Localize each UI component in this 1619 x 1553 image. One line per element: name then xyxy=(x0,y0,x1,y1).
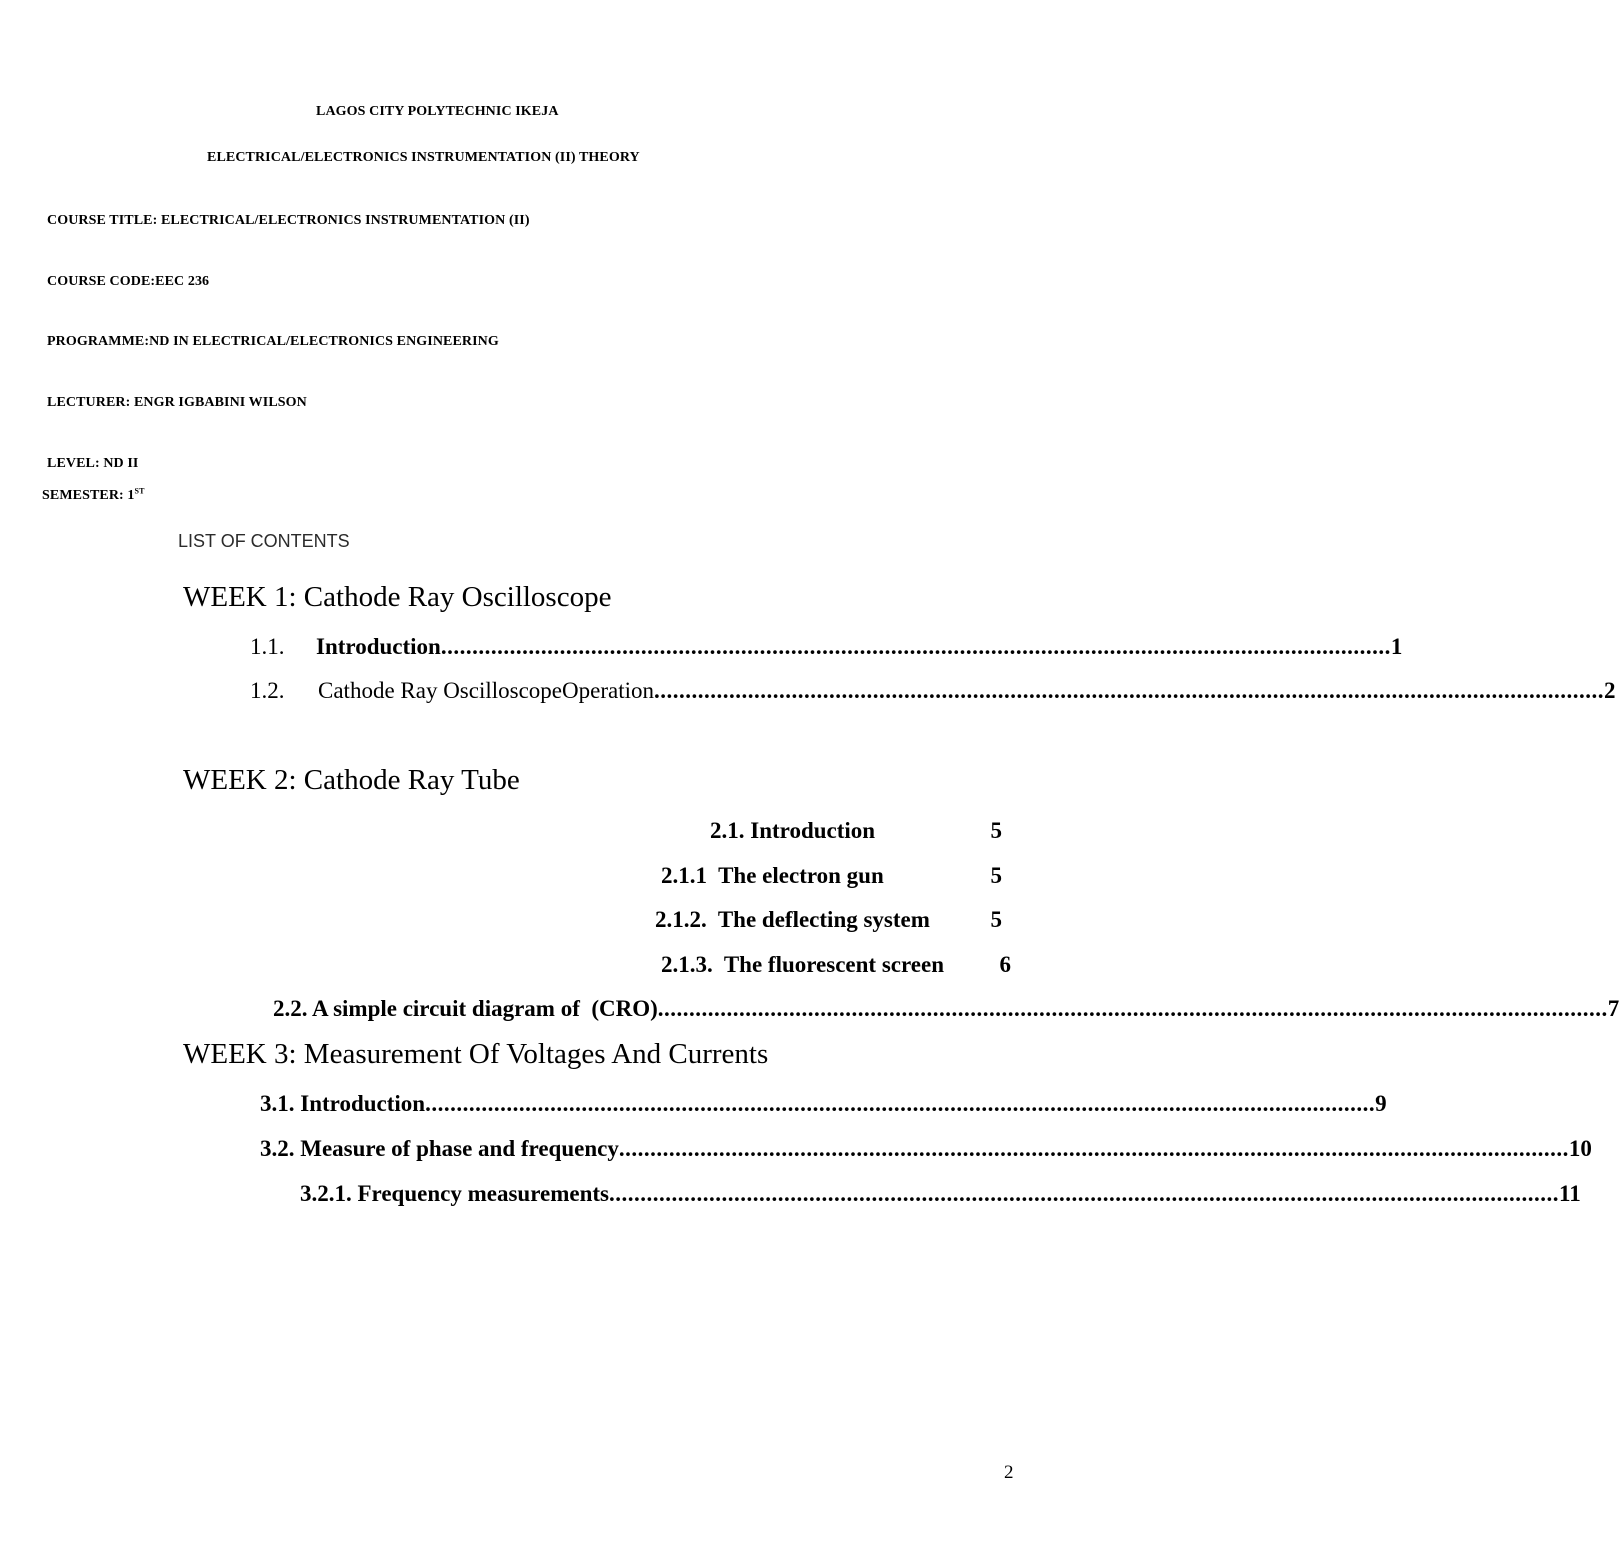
toc-entry-label: Cathode Ray OscilloscopeOperation xyxy=(318,678,654,703)
toc-entry-label: 2.1.1 The electron gun xyxy=(661,863,884,888)
toc-entry-label: Introduction xyxy=(316,634,441,659)
toc-entry[interactable] xyxy=(260,1091,1387,1117)
page-number: 2 xyxy=(1004,1462,1014,1483)
toc-entry[interactable] xyxy=(250,678,1616,704)
toc-entry-label: 2.1. Introduction xyxy=(710,818,876,843)
toc-entry[interactable] xyxy=(710,818,1002,844)
week-1-title: WEEK 1: Cathode Ray Oscilloscope xyxy=(183,581,612,613)
semester xyxy=(42,488,145,504)
course-title: COURSE TITLE: ELECTRICAL/ELECTRONICS INSTRUMENTATION (II) xyxy=(47,213,530,228)
toc-entry-page: 10 xyxy=(1568,1136,1592,1161)
toc-entry[interactable] xyxy=(250,634,1403,660)
toc-entry[interactable] xyxy=(260,1136,1592,1162)
semester-text: SEMESTER: 1 xyxy=(42,488,135,503)
toc-entry[interactable] xyxy=(661,952,1011,978)
dot-leader: ........................................................................................................................................................ xyxy=(653,678,1604,703)
lecturer: LECTURER: ENGR IGBABINI WILSON xyxy=(47,395,307,410)
week-2-title: WEEK 2: Cathode Ray Tube xyxy=(183,764,520,796)
dot-leader: ........................................................................................................................................................ xyxy=(440,634,1391,659)
programme: PROGRAMME:ND IN ELECTRICAL/ELECTRONICS ENGINEERING xyxy=(47,334,499,349)
toc-entry-page: 7 xyxy=(1607,996,1619,1021)
toc-entry-label: 3.1. Introduction xyxy=(260,1091,426,1116)
toc-entry-label: 2.1.2. The deflecting system xyxy=(655,907,930,932)
toc-entry[interactable] xyxy=(661,863,1002,889)
institution-name: LAGOS CITY POLYTECHNIC IKEJA xyxy=(316,104,559,119)
toc-entry[interactable] xyxy=(300,1181,1581,1207)
toc-entry-label: 3.2.1. Frequency measurements xyxy=(300,1181,609,1206)
dot-leader: ........................................................................................................................................................ xyxy=(657,996,1608,1021)
week-3-title: WEEK 3: Measurement Of Voltages And Currents xyxy=(183,1038,769,1070)
dot-leader: ........................................................................................................................................................ xyxy=(618,1136,1569,1161)
toc-entry-page: 11 xyxy=(1558,1181,1581,1206)
toc-entry-page: 6 xyxy=(999,952,1011,977)
toc-entry-number: 1.1. xyxy=(250,634,285,659)
dot-leader: ........................................................................................................................................................ xyxy=(425,1091,1376,1116)
dot-leader: ........................................................................................................................................................ xyxy=(608,1181,1559,1206)
toc-entry-page: 1 xyxy=(1390,634,1403,659)
toc-entry-number: 1.2. xyxy=(250,678,285,703)
toc-heading: LIST OF CONTENTS xyxy=(178,531,350,551)
toc-entry-label: 2.1.3. The fluorescent screen xyxy=(661,952,944,977)
toc-entry-page: 9 xyxy=(1375,1091,1387,1116)
toc-entry-page: 2 xyxy=(1603,678,1616,703)
course-code: COURSE CODE:EEC 236 xyxy=(47,274,210,289)
toc-entry-page: 5 xyxy=(990,907,1002,932)
toc-entry[interactable] xyxy=(655,907,1002,933)
level: LEVEL: ND II xyxy=(47,456,139,471)
subject-title: ELECTRICAL/ELECTRONICS INSTRUMENTATION (II) THEORY xyxy=(207,150,640,165)
semester-superscript: ST xyxy=(134,486,145,496)
toc-entry-label: 3.2. Measure of phase and frequency xyxy=(260,1136,619,1161)
toc-entry-page: 5 xyxy=(990,818,1002,843)
toc-entry[interactable] xyxy=(273,996,1619,1022)
toc-entry-page: 5 xyxy=(990,863,1002,888)
toc-entry-label: 2.2. A simple circuit diagram of (CRO) xyxy=(273,996,658,1021)
